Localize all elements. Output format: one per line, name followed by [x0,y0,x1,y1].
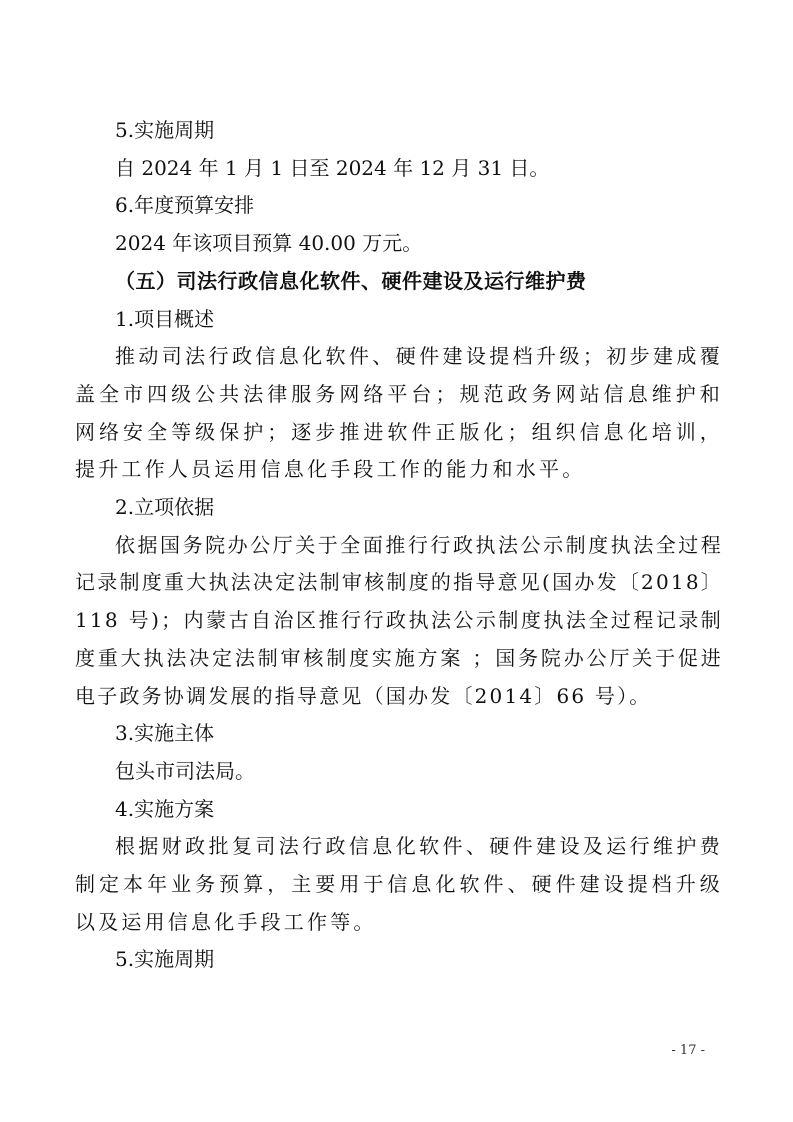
page-number: - 17 - [671,1043,705,1058]
period-heading-2: 5.实施周期 [115,947,215,972]
basis-paragraph: 依据国务院办公厅关于全面推行行政执法公示制度执法全过程记录制度重大执法决定法制审核制度的指导意见(国办发〔2018〕118 号)；内蒙古自治区推行行政执法公示制度执法全过程记录制度重大执法决定法制审核制度实施方案 ；国务院办公厅关于促进电子政务协调发展的指导意见（国办发〔2014〕66 号）。 [75,532,723,708]
section-title: （五）司法行政信息化软件、硬件建设及运行维护费 [115,268,587,293]
plan-paragraph: 根据财政批复司法行政信息化软件、硬件建设及运行维护费制定本年业务预算，主要用于信息化软件、硬件建设提档升级以及运用信息化手段工作等。 [75,834,723,934]
subject-heading: 3.实施主体 [115,721,215,746]
period-heading: 5.实施周期 [115,118,215,142]
overview-heading: 1.项目概述 [115,306,215,331]
subject-text: 包头市司法局。 [115,758,255,783]
budget-heading: 6.年度预算安排 [115,193,255,218]
basis-heading: 2.立项依据 [115,495,215,520]
budget-text: 2024 年该项目预算 40.00 万元。 [115,231,423,256]
overview-paragraph: 推动司法行政信息化软件、硬件建设提档升级；初步建成覆盖全市四级公共法律服务网络平台；规范政务网站信息维护和网络安全等级保护；逐步推进软件正版化；组织信息化培训，提升工作人员运用信息化手段工作的能力和水平。 [75,344,723,482]
plan-heading: 4.实施方案 [115,796,215,821]
document-body [75,112,723,979]
period-text: 自 2024 年 1 月 1 日至 2024 年 12 月 31 日。 [115,155,550,180]
